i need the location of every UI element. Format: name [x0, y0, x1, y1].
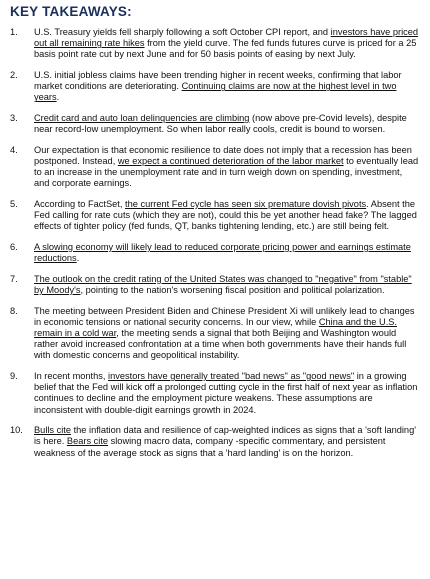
takeaway-number: 10.	[10, 425, 23, 436]
page-heading: KEY TAKEAWAYS:	[10, 4, 132, 19]
emphasized-phrase: we expect a continued deterioration of the labor market	[117, 156, 344, 166]
emphasized-phrase: the current Fed cycle has seen six premature dovish pivots	[125, 199, 367, 209]
text-segment: from the yield curve. The fed funds futures curve is priced for a 25 basis point rate cut by next June and for 50 basis points of easing by next July.	[34, 38, 417, 60]
takeaway-number: 8.	[10, 305, 18, 316]
text-segment: slowing macro data, company -specific commentary, and persistent weakness of the average stock as signs that a 'hard landing' is on the horizon.	[34, 436, 386, 458]
takeaway-item	[10, 242, 420, 264]
takeaway-item	[10, 113, 420, 135]
emphasized-phrase: China and the U.S. remain in a cold war	[34, 316, 398, 338]
takeaway-number: 2.	[10, 70, 18, 80]
emphasized-phrase: investors have priced out all remaining rate hikes	[34, 27, 419, 49]
takeaway-item	[10, 145, 420, 190]
takeaway-text	[34, 27, 420, 61]
text-segment: .	[76, 253, 80, 264]
takeaway-number: 6.	[10, 242, 18, 252]
takeaway-text	[34, 199, 420, 233]
takeaway-item	[10, 306, 420, 362]
takeaway-text	[34, 113, 420, 135]
text-segment: U.S. Treasury yields fell sharply following a soft October CPI report, and	[34, 27, 331, 37]
text-segment: According to FactSet,	[34, 199, 126, 209]
takeaway-text	[34, 371, 420, 416]
takeaway-text	[34, 70, 420, 104]
text-segment: In recent months,	[34, 371, 109, 381]
text-segment: The meeting between President Biden and Chinese President Xi will unlikely lead to changes in economic tensions or national security concerns. In our view, while	[34, 305, 415, 327]
text-segment: (now above pre-Covid levels), despite near record-low unemployment. So when labor really cools, credit is bound to worsen.	[34, 113, 407, 135]
text-segment: , the meeting sends a signal that both Beijing and Washington would rather avoid increased confrontation at a time when both governments have their hands full with domestic concerns and geopolitical instability.	[34, 328, 407, 361]
text-segment: .	[56, 92, 60, 103]
text-segment: the inflation data and resilience of cap-weighted indices as signs that a 'soft landing' is here.	[34, 425, 416, 447]
takeaway-item	[10, 274, 420, 296]
takeaway-text	[34, 145, 420, 190]
takeaway-text	[34, 242, 420, 264]
emphasized-phrase: Bulls cite	[34, 425, 72, 436]
emphasized-phrase: The outlook on the credit rating of the United States was changed to "negative" from "stable" by Moody's	[34, 273, 412, 295]
text-segment: Our expectation is that economic resilience to date does not imply that a recession has been postponed. Instead,	[34, 144, 412, 166]
takeaway-item	[10, 199, 420, 233]
takeaways-list	[10, 27, 420, 459]
takeaway-number: 5.	[10, 199, 18, 209]
emphasized-phrase: Bears cite	[66, 436, 109, 447]
takeaway-text	[34, 274, 420, 296]
text-segment: , pointing to the nation's worsening fiscal position and political polarization.	[80, 285, 385, 295]
takeaway-item	[10, 27, 420, 61]
emphasized-phrase: investors have generally treated "bad news" as "good news"	[108, 371, 355, 381]
takeaway-item	[10, 371, 420, 416]
takeaway-text	[34, 306, 420, 362]
takeaway-text	[34, 425, 420, 459]
takeaway-number: 1.	[10, 27, 18, 37]
emphasized-phrase: Credit card and auto loan delinquencies are climbing	[34, 113, 250, 123]
takeaway-item	[10, 70, 420, 104]
takeaway-number: 9.	[10, 371, 18, 381]
takeaway-number: 4.	[10, 144, 18, 155]
takeaway-number: 3.	[10, 113, 18, 123]
takeaway-number: 7.	[10, 273, 18, 284]
emphasized-phrase: A slowing economy will likely lead to reduced corporate pricing power and earnings estimate reductions	[34, 242, 411, 264]
takeaway-item	[10, 425, 420, 459]
text-segment: U.S. initial jobless claims have been trending higher in recent weeks, confirming that labor market conditions are deteriorating.	[34, 70, 402, 92]
text-segment: . Absent the Fed calling for rate cuts (which they are not), could this be yet another head fake? The lagged effects of tighter policy (fed funds, QT, banks tightening lending, etc.) are still being felt.	[34, 199, 417, 232]
text-segment: to eventually lead to an increase in the unemployment rate and in turn weigh down on spending, investment, and corporate earnings.	[34, 156, 419, 189]
emphasized-phrase: Continuing claims are now at the highest level in two years	[34, 81, 397, 103]
text-segment: in a growing belief that the Fed will kick off a prolonged cutting cycle in the first half of next year as inflation continues to decline and the employment picture weakens. These assumptions are inconsistent with double-digit earnings growth in 2024.	[34, 371, 418, 415]
